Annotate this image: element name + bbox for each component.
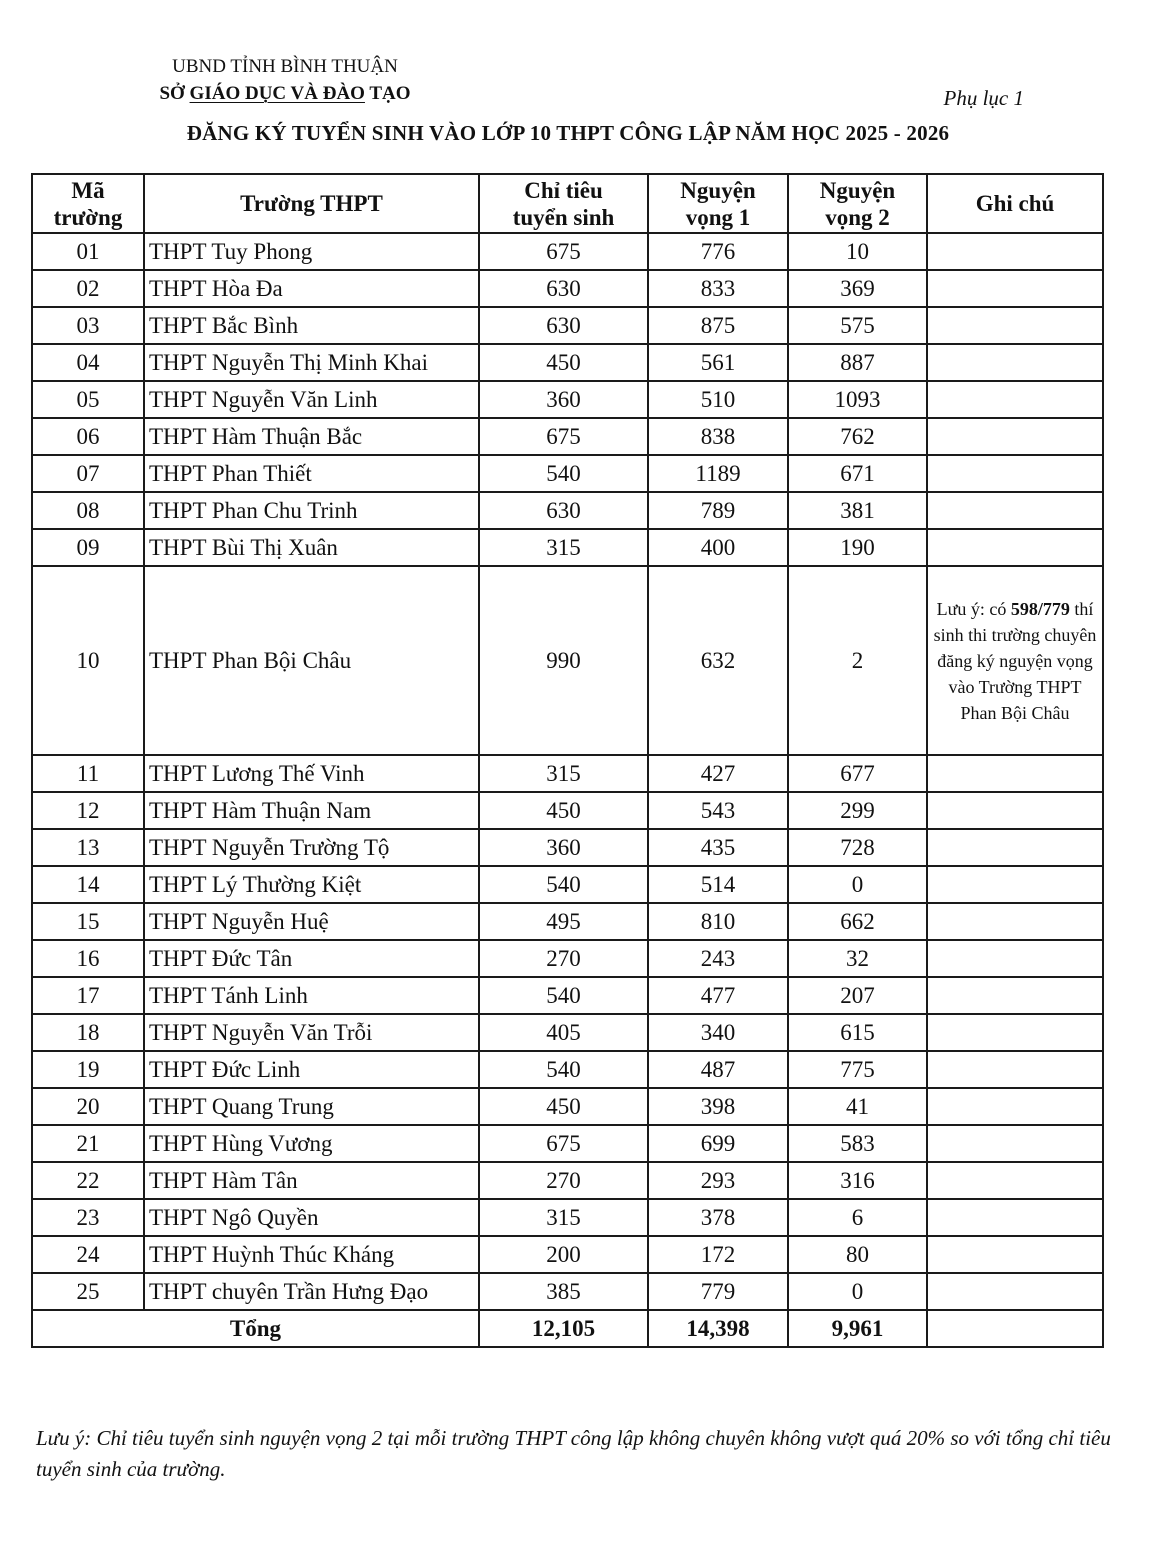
total-row [32, 1310, 1103, 1347]
note-cell [927, 1199, 1103, 1236]
note-cell [927, 492, 1103, 529]
school-name: THPT Tánh Linh [144, 977, 479, 1014]
school-code: 20 [32, 1088, 144, 1125]
second-choice-value: 10 [788, 233, 927, 270]
first-choice-value: 398 [648, 1088, 788, 1125]
second-choice-value: 775 [788, 1051, 927, 1088]
quota-value: 675 [479, 418, 648, 455]
first-choice-value: 510 [648, 381, 788, 418]
table-row [32, 233, 1103, 270]
note-cell [927, 1273, 1103, 1310]
quota-value: 990 [479, 566, 648, 755]
first-choice-value: 172 [648, 1236, 788, 1273]
note-cell [927, 792, 1103, 829]
table-row [32, 792, 1103, 829]
table-row [32, 270, 1103, 307]
table-row [32, 755, 1103, 792]
province-committee: UBND TỈNH BÌNH THUẬN [172, 56, 398, 77]
quota-value: 450 [479, 344, 648, 381]
note-text-prefix: Lưu ý: có [936, 598, 1011, 619]
table-row [32, 1125, 1103, 1162]
school-code: 07 [32, 455, 144, 492]
note-cell [927, 418, 1103, 455]
school-code: 10 [32, 566, 144, 755]
quota-value: 385 [479, 1273, 648, 1310]
school-code: 11 [32, 755, 144, 792]
note-cell [927, 1051, 1103, 1088]
table-row [32, 977, 1103, 1014]
school-code: 01 [32, 233, 144, 270]
first-choice-value: 400 [648, 529, 788, 566]
quota-value: 360 [479, 829, 648, 866]
school-name: THPT Phan Chu Trinh [144, 492, 479, 529]
second-choice-value: 887 [788, 344, 927, 381]
second-choice-value: 677 [788, 755, 927, 792]
table-row [32, 1236, 1103, 1273]
total-first-choice: 14,398 [648, 1310, 788, 1347]
school-code: 08 [32, 492, 144, 529]
second-choice-value: 762 [788, 418, 927, 455]
note-cell [927, 307, 1103, 344]
second-choice-value: 207 [788, 977, 927, 1014]
school-name: THPT Hàm Thuận Nam [144, 792, 479, 829]
second-choice-value: 381 [788, 492, 927, 529]
note-cell [927, 233, 1103, 270]
second-choice-value: 32 [788, 940, 927, 977]
total-second-choice: 9,961 [788, 1310, 927, 1347]
first-choice-value: 293 [648, 1162, 788, 1199]
second-choice-value: 369 [788, 270, 927, 307]
table-row [32, 1014, 1103, 1051]
header-notes: Ghi chú [927, 174, 1103, 233]
first-choice-value: 838 [648, 418, 788, 455]
quota-value: 405 [479, 1014, 648, 1051]
table-row [32, 455, 1103, 492]
note-text-highlight: 598/779 [1010, 598, 1070, 619]
note-cell [927, 1162, 1103, 1199]
second-choice-value: 575 [788, 307, 927, 344]
first-choice-value: 875 [648, 307, 788, 344]
school-name: THPT Nguyễn Huệ [144, 903, 479, 940]
quota-value: 540 [479, 866, 648, 903]
school-name: THPT Lý Thường Kiệt [144, 866, 479, 903]
school-code: 04 [32, 344, 144, 381]
school-name: THPT Bùi Thị Xuân [144, 529, 479, 566]
department-name-suffix: TẠO [364, 83, 411, 104]
note-cell [927, 1125, 1103, 1162]
first-choice-value: 789 [648, 492, 788, 529]
note-cell [927, 270, 1103, 307]
appendix-label: Phụ lục 1 [943, 86, 1024, 110]
note-cell [927, 566, 1103, 755]
table-row [32, 1088, 1103, 1125]
note-cell [927, 829, 1103, 866]
school-name: THPT chuyên Trần Hưng Đạo [144, 1273, 479, 1310]
second-choice-value: 583 [788, 1125, 927, 1162]
first-choice-value: 1189 [648, 455, 788, 492]
note-cell [927, 903, 1103, 940]
school-name: THPT Hàm Tân [144, 1162, 479, 1199]
school-code: 21 [32, 1125, 144, 1162]
registration-table [31, 173, 1104, 1348]
note-cell [927, 940, 1103, 977]
quota-value: 315 [479, 529, 648, 566]
quota-value: 630 [479, 270, 648, 307]
quota-value: 200 [479, 1236, 648, 1273]
table-row [32, 418, 1103, 455]
first-choice-value: 810 [648, 903, 788, 940]
second-choice-value: 0 [788, 1273, 927, 1310]
school-code: 19 [32, 1051, 144, 1088]
note-cell [927, 344, 1103, 381]
note-cell [927, 1014, 1103, 1051]
school-code: 06 [32, 418, 144, 455]
table-row [32, 566, 1103, 755]
quota-value: 630 [479, 492, 648, 529]
table-row [32, 1199, 1103, 1236]
quota-value: 540 [479, 977, 648, 1014]
school-name: THPT Tuy Phong [144, 233, 479, 270]
second-choice-value: 316 [788, 1162, 927, 1199]
first-choice-value: 561 [648, 344, 788, 381]
header-quota: Chỉ tiêu tuyển sinh [479, 174, 648, 233]
school-code: 18 [32, 1014, 144, 1051]
total-quota: 12,105 [479, 1310, 648, 1347]
school-code: 02 [32, 270, 144, 307]
quota-value: 675 [479, 1125, 648, 1162]
note-cell [927, 866, 1103, 903]
school-name: THPT Nguyễn Trường Tộ [144, 829, 479, 866]
footnote: Lưu ý: Chỉ tiêu tuyển sinh nguyện vọng 2 tại mỗi trường THPT công lập không chuyên không vượt quá 20% so với tổng chỉ tiêu tuyển sinh của trường. [36, 1426, 1111, 1481]
table-row [32, 940, 1103, 977]
first-choice-value: 378 [648, 1199, 788, 1236]
note-cell [927, 381, 1103, 418]
table-row [32, 381, 1103, 418]
school-code: 14 [32, 866, 144, 903]
first-choice-value: 435 [648, 829, 788, 866]
second-choice-value: 671 [788, 455, 927, 492]
table-row [32, 344, 1103, 381]
quota-value: 270 [479, 940, 648, 977]
quota-value: 270 [479, 1162, 648, 1199]
quota-value: 450 [479, 1088, 648, 1125]
total-label: Tổng [32, 1310, 479, 1347]
school-name: THPT Nguyễn Văn Linh [144, 381, 479, 418]
school-name: THPT Phan Thiết [144, 455, 479, 492]
quota-value: 540 [479, 1051, 648, 1088]
total-note-cell [927, 1310, 1103, 1347]
second-choice-value: 0 [788, 866, 927, 903]
department-name [140, 80, 430, 107]
table-row [32, 829, 1103, 866]
school-name: THPT Nguyễn Văn Trỗi [144, 1014, 479, 1051]
note-text-suffix: thí sinh thi trường chuyên đăng ký nguyện vọng vào Trường THPT Phan Bội Châu [933, 598, 1097, 723]
second-choice-value: 6 [788, 1199, 927, 1236]
school-name: THPT Đức Linh [144, 1051, 479, 1088]
note-cell [927, 1236, 1103, 1273]
quota-value: 315 [479, 1199, 648, 1236]
department-name-prefix: SỞ [159, 83, 190, 104]
first-choice-value: 699 [648, 1125, 788, 1162]
school-code: 13 [32, 829, 144, 866]
first-choice-value: 477 [648, 977, 788, 1014]
school-code: 12 [32, 792, 144, 829]
school-name: THPT Bắc Bình [144, 307, 479, 344]
school-code: 16 [32, 940, 144, 977]
table-row [32, 1273, 1103, 1310]
first-choice-value: 776 [648, 233, 788, 270]
school-code: 22 [32, 1162, 144, 1199]
table-row [32, 529, 1103, 566]
school-code: 25 [32, 1273, 144, 1310]
school-name: THPT Hùng Vương [144, 1125, 479, 1162]
second-choice-value: 41 [788, 1088, 927, 1125]
quota-value: 630 [479, 307, 648, 344]
first-choice-value: 833 [648, 270, 788, 307]
second-choice-value: 299 [788, 792, 927, 829]
table-row [32, 866, 1103, 903]
first-choice-value: 514 [648, 866, 788, 903]
school-name: THPT Quang Trung [144, 1088, 479, 1125]
quota-value: 360 [479, 381, 648, 418]
quota-value: 495 [479, 903, 648, 940]
header-school-name: Trường THPT [144, 174, 479, 233]
school-code: 23 [32, 1199, 144, 1236]
school-code: 24 [32, 1236, 144, 1273]
organization-header [140, 53, 430, 107]
note-cell [927, 1088, 1103, 1125]
note-cell [927, 529, 1103, 566]
table-row [32, 1162, 1103, 1199]
first-choice-value: 340 [648, 1014, 788, 1051]
school-code: 15 [32, 903, 144, 940]
second-choice-value: 80 [788, 1236, 927, 1273]
second-choice-value: 728 [788, 829, 927, 866]
school-code: 09 [32, 529, 144, 566]
department-name-underlined: GIÁO DỤC VÀ ĐÀO [189, 83, 365, 104]
second-choice-value: 615 [788, 1014, 927, 1051]
school-name: THPT Đức Tân [144, 940, 479, 977]
table-header-row [32, 174, 1103, 233]
second-choice-value: 1093 [788, 381, 927, 418]
note-cell [927, 755, 1103, 792]
second-choice-value: 190 [788, 529, 927, 566]
note-cell [927, 977, 1103, 1014]
first-choice-value: 487 [648, 1051, 788, 1088]
first-choice-value: 779 [648, 1273, 788, 1310]
document-title: ĐĂNG KÝ TUYỂN SINH VÀO LỚP 10 THPT CÔNG LẬP NĂM HỌC 2025 - 2026 [186, 121, 950, 145]
school-name: THPT Hàm Thuận Bắc [144, 418, 479, 455]
second-choice-value: 2 [788, 566, 927, 755]
school-name: THPT Ngô Quyền [144, 1199, 479, 1236]
school-name: THPT Nguyễn Thị Minh Khai [144, 344, 479, 381]
second-choice-value: 662 [788, 903, 927, 940]
header-first-choice: Nguyện vọng 1 [648, 174, 788, 233]
school-code: 05 [32, 381, 144, 418]
quota-value: 315 [479, 755, 648, 792]
school-name: THPT Hòa Đa [144, 270, 479, 307]
school-name: THPT Phan Bội Châu [144, 566, 479, 755]
quota-value: 540 [479, 455, 648, 492]
table-row [32, 1051, 1103, 1088]
school-name: THPT Lương Thế Vinh [144, 755, 479, 792]
header-school-code: Mã trường [32, 174, 144, 233]
quota-value: 675 [479, 233, 648, 270]
school-code: 17 [32, 977, 144, 1014]
first-choice-value: 243 [648, 940, 788, 977]
table-row [32, 903, 1103, 940]
table-row [32, 492, 1103, 529]
first-choice-value: 427 [648, 755, 788, 792]
school-code: 03 [32, 307, 144, 344]
first-choice-value: 543 [648, 792, 788, 829]
table-row [32, 307, 1103, 344]
quota-value: 450 [479, 792, 648, 829]
header-second-choice: Nguyện vọng 2 [788, 174, 927, 233]
school-name: THPT Huỳnh Thúc Kháng [144, 1236, 479, 1273]
first-choice-value: 632 [648, 566, 788, 755]
note-cell [927, 455, 1103, 492]
